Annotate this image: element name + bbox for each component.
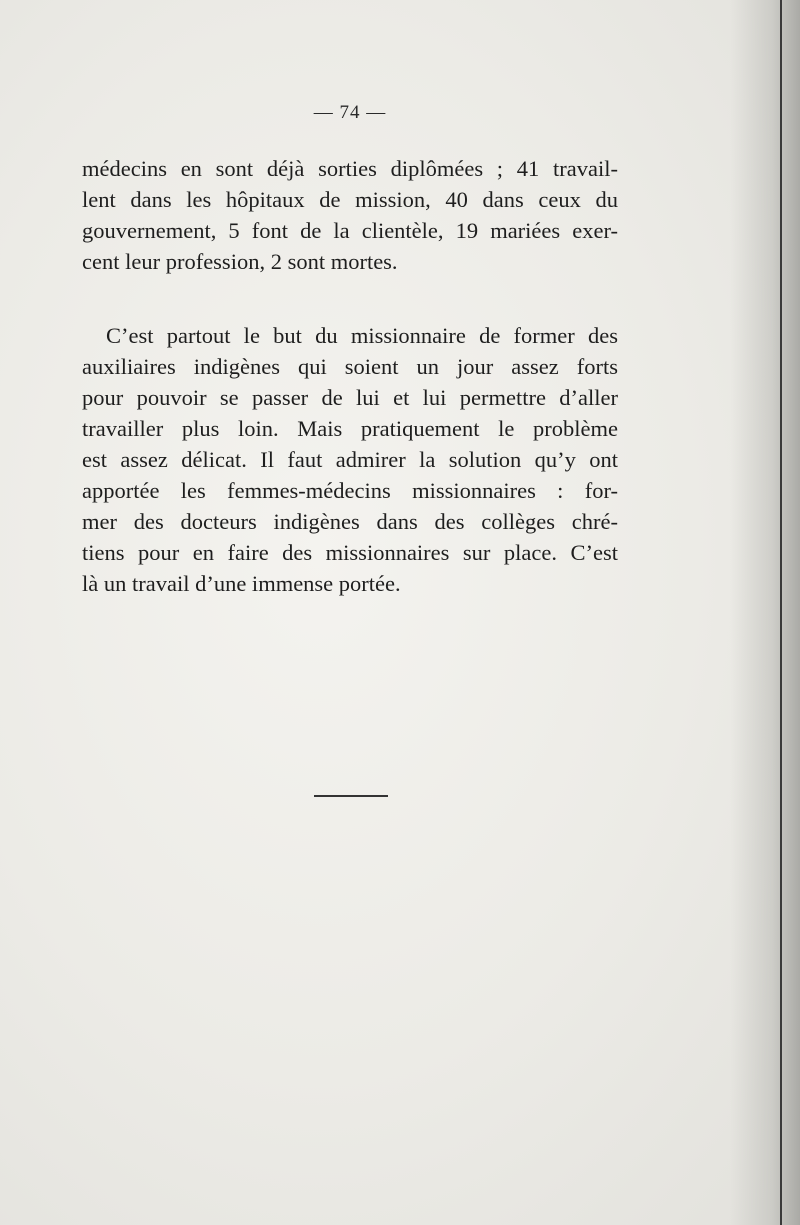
page-edge-shadow	[730, 0, 800, 1225]
text-line: auxiliaires indigènes qui soient un jour assez forts	[82, 354, 618, 379]
text-line: est assez délicat. Il faut admirer la solution qu’y ont	[82, 447, 618, 472]
text-line: tiens pour en faire des missionnaires sur place. C’est	[82, 540, 618, 565]
text-line: pour pouvoir se passer de lui et lui permettre d’aller	[82, 385, 618, 410]
text-line: apportée les femmes-médecins missionnaires : for-	[82, 478, 618, 503]
text-line: cent leur profession, 2 sont mortes.	[82, 249, 398, 274]
binding-edge	[780, 0, 782, 1225]
page-number: — 74 —	[313, 102, 387, 123]
paragraph-1	[82, 153, 618, 277]
text-line: lent dans les hôpitaux de mission, 40 dans ceux du	[82, 187, 618, 212]
text-line: travailler plus loin. Mais pratiquement le problème	[82, 416, 618, 441]
end-rule	[314, 795, 388, 797]
text-line: là un travail d’une immense portée.	[82, 571, 401, 596]
text-line: mer des docteurs indigènes dans des collèges chré-	[82, 509, 618, 534]
paragraph-2	[82, 320, 618, 599]
text-line: gouvernement, 5 font de la clientèle, 19 mariées exer-	[82, 218, 618, 243]
text-line: médecins en sont déjà sorties diplômées ; 41 travail-	[82, 156, 618, 181]
text-line: C’est partout le but du missionnaire de former des	[106, 323, 618, 348]
